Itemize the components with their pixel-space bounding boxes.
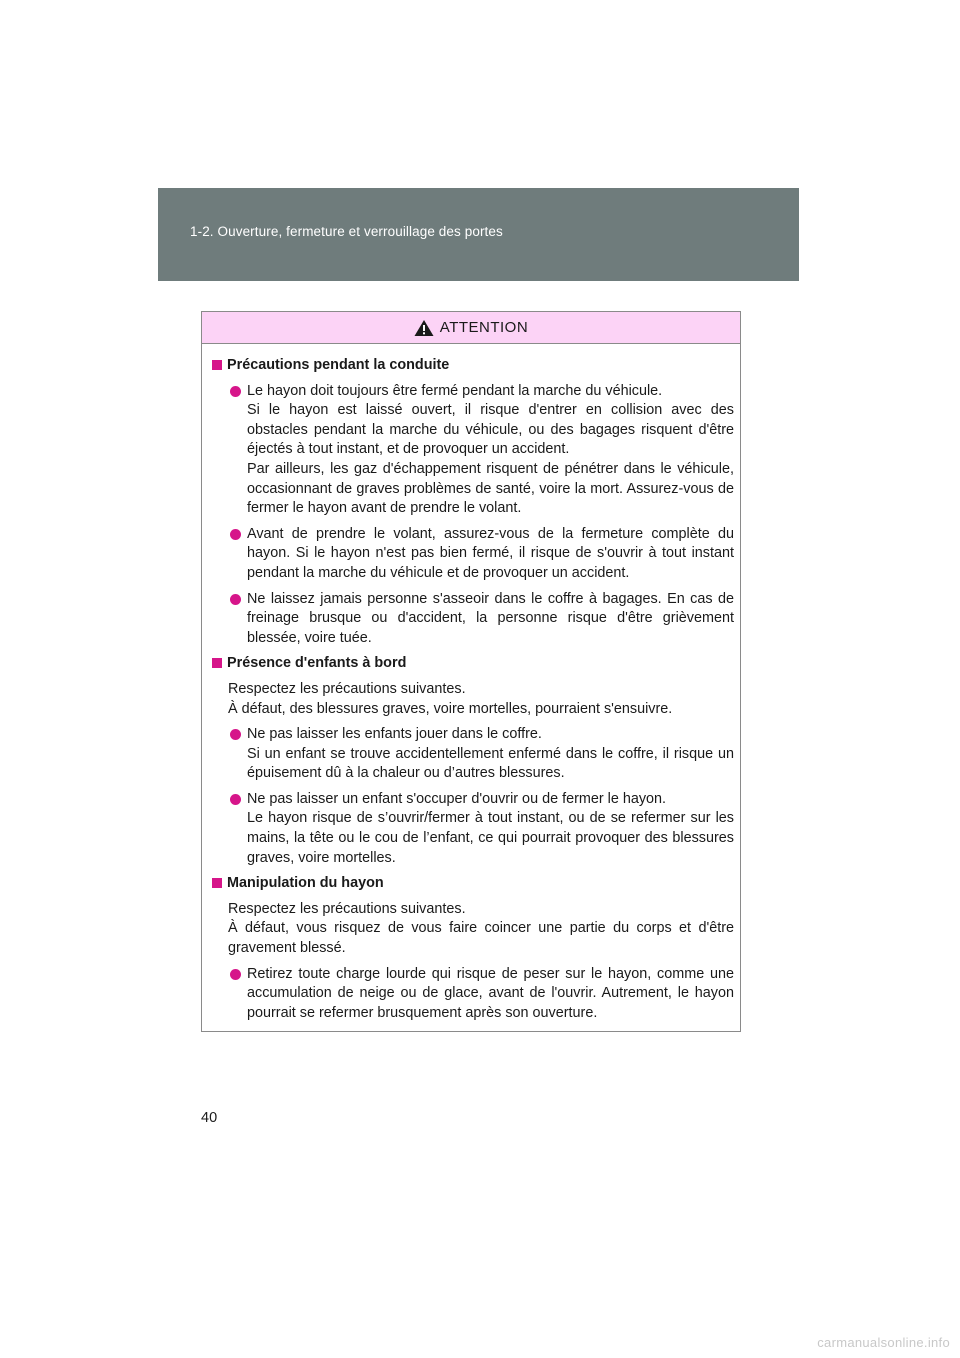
- bullet-text: [247, 725, 734, 784]
- bullet-paragraph: Par ailleurs, les gaz d'échappement risquent de pénétrer dans le véhicule, occasionnant de graves problèmes de santé, voire la mort. Assurez-vous de fermer le hayon avant de prendre le volant.: [247, 460, 734, 517]
- section-heading: [210, 874, 734, 894]
- section-header-band: [158, 188, 799, 281]
- warning-header: [202, 312, 740, 344]
- intro-paragraph: À défaut, des blessures graves, voire mortelles, pourraient s'ensuivre.: [228, 700, 673, 717]
- bullet-paragraph: Avant de prendre le volant, assurez-vous de la fermeture complète du hayon. Si le hayon n'est pas bien fermé, il risque de s'ouvrir à tout instant pendant la marche du véhicule et de provoquer un accident.: [247, 525, 734, 581]
- bullet-text: [247, 382, 734, 519]
- circle-bullet-icon: [230, 386, 241, 397]
- bullet-text: [247, 590, 734, 649]
- bullet-paragraph: Si un enfant se trouve accidentellement enfermé dans le coffre, il risque un épuisement dû à la chaleur ou d’autres blessures.: [247, 745, 734, 782]
- bullet-item: [228, 525, 734, 584]
- page-number: 40: [201, 1110, 218, 1126]
- circle-bullet-icon: [230, 529, 241, 540]
- bullet-paragraph: Ne pas laisser un enfant s'occuper d'ouvrir ou de fermer le hayon.: [247, 790, 667, 807]
- section-heading-text: Présence d'enfants à bord: [227, 655, 407, 672]
- bullet-text: [247, 790, 734, 868]
- section-title: 1-2. Ouverture, fermeture et verrouillage des portes: [190, 224, 503, 239]
- section-intro: [228, 900, 734, 959]
- intro-paragraph: Respectez les précautions suivantes.: [228, 900, 466, 917]
- circle-bullet-icon: [230, 729, 241, 740]
- bullet-item: [228, 790, 734, 868]
- circle-bullet-icon: [230, 794, 241, 805]
- bullet-item: [228, 382, 734, 519]
- section-heading-text: Manipulation du hayon: [227, 875, 384, 892]
- watermark: carmanualsonline.info: [817, 1335, 950, 1350]
- warning-content: [202, 344, 740, 1023]
- warning-box: [201, 311, 741, 1032]
- bullet-item: [228, 725, 734, 784]
- circle-bullet-icon: [230, 594, 241, 605]
- bullet-item: [228, 965, 734, 1024]
- bullet-paragraph: Ne laissez jamais personne s'asseoir dans le coffre à bagages. En cas de freinage brusque ou d'accident, la personne risque d'être grièvement blessée, voire tuée.: [247, 590, 734, 646]
- section-heading-text: Précautions pendant la conduite: [227, 357, 450, 373]
- bullet-paragraph: Ne pas laisser les enfants jouer dans le coffre.: [247, 726, 542, 743]
- square-bullet-icon: [212, 878, 222, 888]
- section-heading: [210, 356, 734, 376]
- bullet-paragraph: Le hayon doit toujours être fermé pendant la marche du véhicule.: [247, 382, 663, 399]
- bullet-text: [247, 525, 734, 584]
- bullet-text: [247, 965, 734, 1024]
- square-bullet-icon: [212, 360, 222, 370]
- bullet-paragraph: Si le hayon est laissé ouvert, il risque d'entrer en collision avec des obstacles pendant la marche du véhicule, ou des bagages risquent d'être éjectés à tout instant, et de provoquer un accident.: [247, 402, 734, 458]
- warning-triangle-icon: [414, 319, 434, 337]
- bullet-item: [228, 590, 734, 649]
- bullet-paragraph: Le hayon risque de s’ouvrir/fermer à tout instant, ou de se refermer sur les mains, la tête ou le cou de l’enfant, ce qui pourrait provoquer des blessures graves, voire mortelles.: [247, 810, 734, 866]
- intro-paragraph: À défaut, vous risquez de vous faire coincer une partie du corps et d'être gravement blessé.: [228, 920, 734, 957]
- bullet-paragraph: Retirez toute charge lourde qui risque de peser sur le hayon, comme une accumulation de neige ou de glace, avant de l'ouvrir. Autrement, le hayon pourrait se refermer brusquement après son ouverture.: [247, 965, 734, 1021]
- section-heading: [210, 654, 734, 674]
- section-intro: [228, 680, 734, 719]
- intro-paragraph: Respectez les précautions suivantes.: [228, 680, 466, 697]
- warning-title: ATTENTION: [439, 319, 529, 336]
- circle-bullet-icon: [230, 969, 241, 980]
- square-bullet-icon: [212, 658, 222, 668]
